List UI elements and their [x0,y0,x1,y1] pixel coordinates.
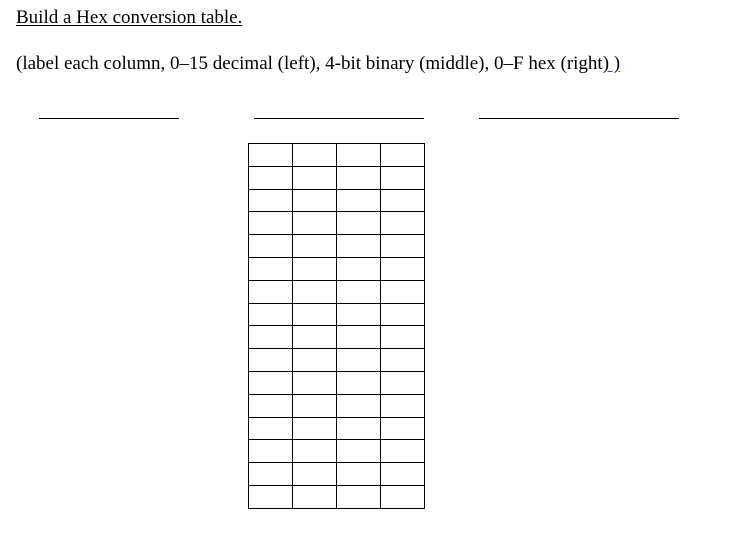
grid-cell[interactable] [381,257,425,280]
grid-cell[interactable] [337,463,381,486]
grid-cell[interactable] [337,440,381,463]
grid-cell[interactable] [381,440,425,463]
grid-cell[interactable] [293,189,337,212]
table-row [249,417,425,440]
grid-cell[interactable] [337,212,381,235]
grid-cell[interactable] [381,394,425,417]
grid-cell[interactable] [381,280,425,303]
grid-cell[interactable] [249,257,293,280]
grid-cell[interactable] [337,257,381,280]
binary-grid-table [248,143,425,509]
grid-cell[interactable] [293,303,337,326]
table-row [249,326,425,349]
grid-cell[interactable] [381,371,425,394]
table-row [249,440,425,463]
grid-cell[interactable] [293,212,337,235]
grid-cell[interactable] [293,394,337,417]
table-row [249,303,425,326]
hex-column-label-blank[interactable] [479,118,679,119]
grid-cell[interactable] [381,417,425,440]
grid-cell[interactable] [337,144,381,167]
grid-cell[interactable] [293,371,337,394]
grid-cell[interactable] [249,189,293,212]
grid-cell[interactable] [381,144,425,167]
grid-cell[interactable] [381,326,425,349]
grid-cell[interactable] [249,144,293,167]
decimal-column-label-blank[interactable] [39,118,179,119]
grid-cell[interactable] [249,212,293,235]
grid-cell[interactable] [381,485,425,508]
table-row [249,280,425,303]
binary-column-label-blank[interactable] [254,118,424,119]
grid-cell[interactable] [249,326,293,349]
grid-cell[interactable] [381,303,425,326]
grid-cell[interactable] [337,189,381,212]
grid-cell[interactable] [381,463,425,486]
binary-grid-body [249,144,425,509]
grid-cell[interactable] [337,235,381,258]
instructions-main: (label each column, 0–15 decimal (left), 4-bit binary (middle), 0–F hex (right [16,53,603,74]
table-row [249,371,425,394]
grid-cell[interactable] [293,417,337,440]
instructions-closing-paren: ) ) [602,53,621,74]
table-row [249,212,425,235]
instructions-text [16,52,620,76]
grid-cell[interactable] [381,349,425,372]
grid-cell[interactable] [293,166,337,189]
table-row [249,144,425,167]
grid-cell[interactable] [249,417,293,440]
grid-cell[interactable] [381,235,425,258]
grid-cell[interactable] [249,440,293,463]
grid-cell[interactable] [337,394,381,417]
grid-cell[interactable] [337,326,381,349]
grid-cell[interactable] [293,235,337,258]
grid-cell[interactable] [337,349,381,372]
table-row [249,189,425,212]
page-title: Build a Hex conversion table. [16,7,243,28]
grid-cell[interactable] [249,303,293,326]
grid-cell[interactable] [381,212,425,235]
grid-cell[interactable] [293,440,337,463]
grid-cell[interactable] [293,349,337,372]
grid-cell[interactable] [337,303,381,326]
grid-cell[interactable] [293,280,337,303]
grid-cell[interactable] [249,235,293,258]
grid-cell[interactable] [381,189,425,212]
grid-cell[interactable] [249,349,293,372]
grid-cell[interactable] [293,485,337,508]
table-row [249,349,425,372]
grid-cell[interactable] [249,485,293,508]
table-row [249,257,425,280]
grid-cell[interactable] [249,371,293,394]
grid-cell[interactable] [249,394,293,417]
grid-cell[interactable] [293,144,337,167]
grid-cell[interactable] [337,166,381,189]
grid-cell[interactable] [249,280,293,303]
table-row [249,485,425,508]
table-row [249,463,425,486]
grid-cell[interactable] [293,326,337,349]
grid-cell[interactable] [337,280,381,303]
grid-cell[interactable] [337,371,381,394]
table-row [249,394,425,417]
grid-cell[interactable] [337,485,381,508]
grid-cell[interactable] [381,166,425,189]
grid-cell[interactable] [293,257,337,280]
grid-cell[interactable] [249,463,293,486]
table-row [249,166,425,189]
grid-cell[interactable] [337,417,381,440]
grid-cell[interactable] [249,166,293,189]
grid-cell[interactable] [293,463,337,486]
table-row [249,235,425,258]
